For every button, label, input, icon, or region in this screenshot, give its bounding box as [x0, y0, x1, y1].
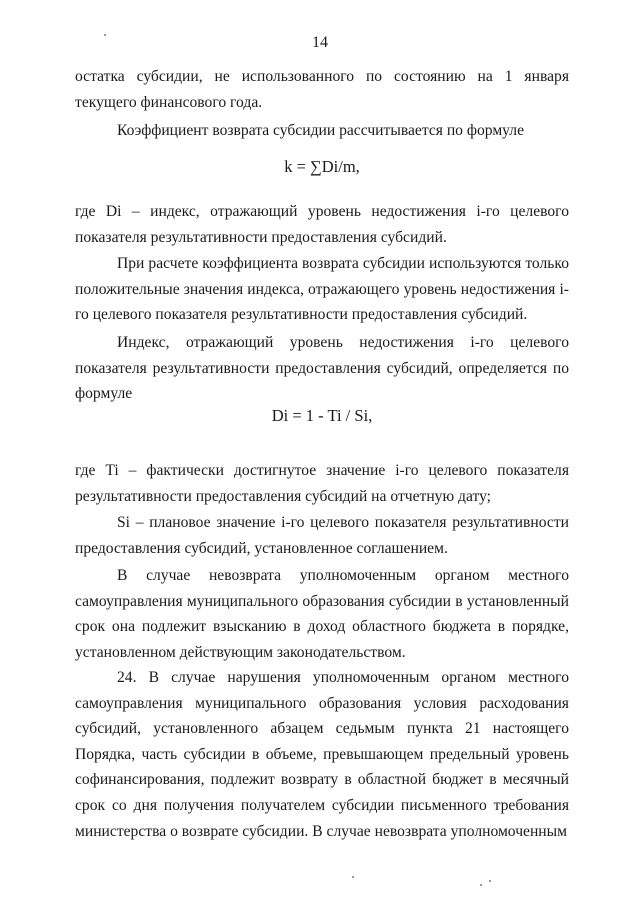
scan-speck: [480, 884, 482, 886]
scan-speck: [352, 876, 354, 878]
paragraph: где Di – индекс, отражающий уровень недостижения i-го целевого показателя результативности предоставления субсидий.: [75, 203, 569, 246]
paragraph-index: [75, 330, 569, 407]
paragraph-item-24: [75, 665, 569, 844]
scan-speck: [489, 880, 491, 882]
formula-k: k = ∑Di/m,: [284, 157, 360, 176]
paragraph-positive-values: [75, 251, 569, 328]
paragraph: При расчете коэффициента возврата субсидии используются только положительные значения индекса, отражающего уровень недостижения i-го целевого показателя результативности предоставления субсидий.: [75, 255, 569, 324]
paragraph: В случае невозврата уполномоченным органом местного самоуправления муниципального образования субсидии в установленный срок она подлежит взысканию в доход областного бюджета в порядке, установленном действующим законодательством.: [75, 567, 569, 661]
paragraph: Индекс, отражающий уровень недостижения i-го целевого показателя результативности предоставления субсидий, определяется по формуле: [75, 334, 569, 403]
paragraph: остатка субсидии, не использованного по состоянию на 1 января текущего финансового года.: [75, 68, 569, 111]
paragraph: 24. В случае нарушения уполномоченным органом местного самоуправления муниципального образования условия расходования субсидий, установленного абзацем седьмым пункта 21 настоящего Порядка, часть субсидии в объеме, превышающем предельный уровень софинансирования, подлежит возврату в областной бюджет в месячный срок со дня получения получателем субсидии письменного требования министерства о возврате субсидии. В случае невозврата уполномоченным: [75, 669, 569, 840]
paragraph-definition-di: [75, 199, 569, 250]
paragraph-definition-ti: [75, 458, 569, 509]
paragraph-continuation: [75, 64, 569, 144]
paragraph: Si – плановое значение i-го целевого показателя результативности предоставления субсидий, установленное соглашением.: [75, 514, 569, 557]
paragraph: Коэффициент возврата субсидии рассчитывается по формуле: [117, 122, 524, 140]
scan-speck: [104, 34, 106, 36]
formula-di: Di = 1 - Ti / Si,: [271, 406, 373, 425]
paragraph-definition-si: [75, 510, 569, 561]
paragraph: где Ti – фактически достигнутое значение i-го целевого показателя результативности предоставления субсидий на отчетную дату;: [75, 462, 569, 505]
paragraph-nonreturn: [75, 563, 569, 665]
page-number: 14: [312, 34, 328, 51]
